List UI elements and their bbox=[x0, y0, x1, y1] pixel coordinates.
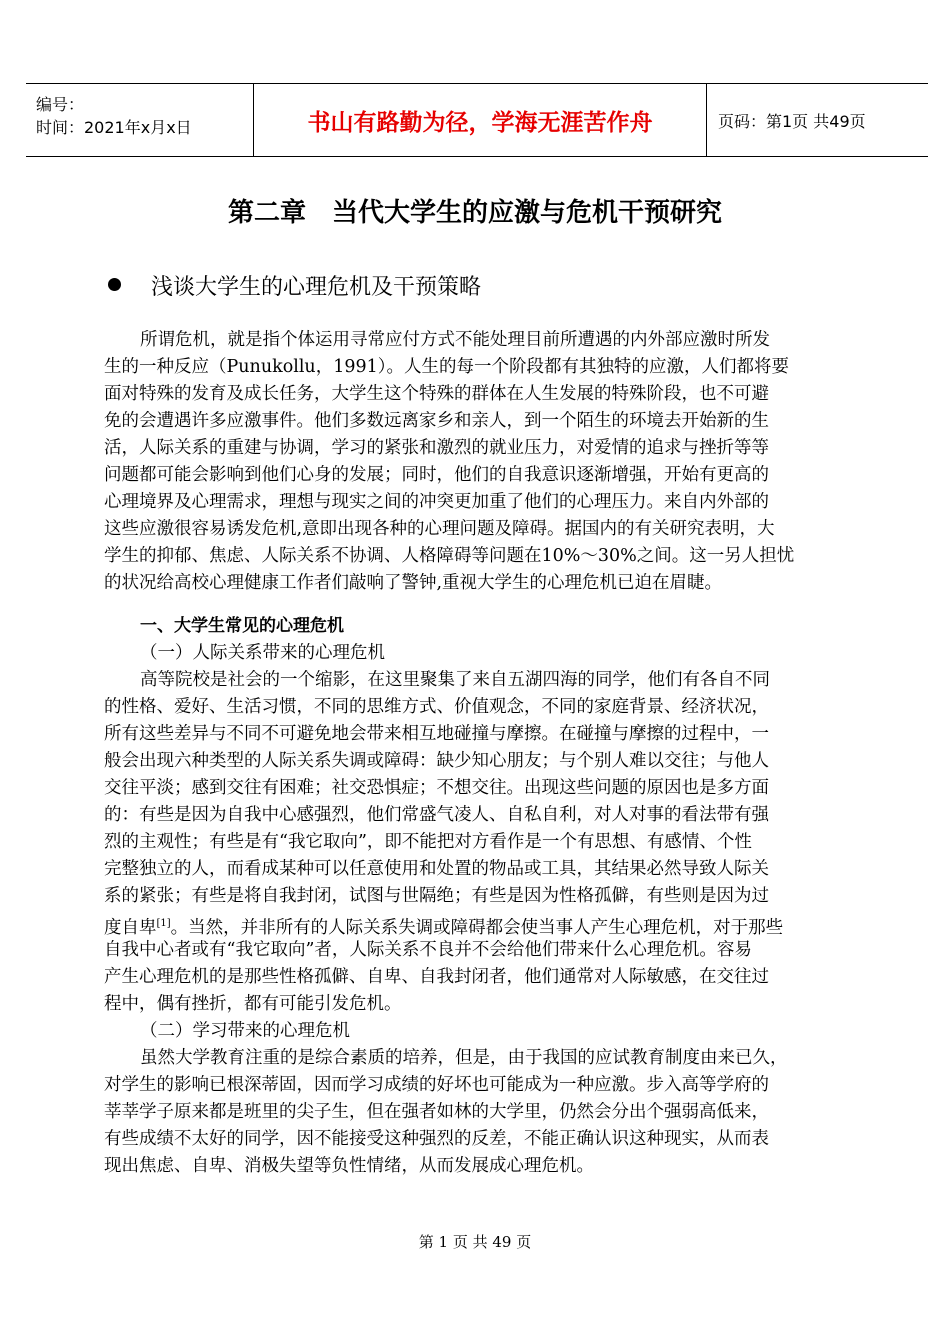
paragraph-line: 现出焦虑、自卑、消极失望等负性情绪，从而发展成心理危机。 bbox=[104, 1156, 594, 1176]
bullet-icon bbox=[108, 278, 121, 291]
paragraph-line: 程中，偶有挫折，都有可能引发危机。 bbox=[104, 994, 402, 1014]
line-text: 度自卑 bbox=[104, 918, 157, 938]
paragraph-line: 对学生的影响已根深蒂固，因而学习成绩的好坏也可能成为一种应激。步入高等学府的 bbox=[104, 1075, 769, 1095]
paragraph-line: 这些应激很容易诱发危机,意即出现各种的心理问题及障碍。据国内的有关研究表明，大 bbox=[104, 519, 775, 539]
paragraph-line: 有些成绩不太好的同学，因不能接受这种强烈的反差，不能正确认识这种现实，从而表 bbox=[104, 1129, 769, 1149]
paragraph-line: 学生的抑郁、焦虑、人际关系不协调、人格障碍等问题在10%～30%之间。这一另人担忧 bbox=[104, 546, 795, 566]
paragraph-line: 高等院校是社会的一个缩影，在这里聚集了来自五湖四海的同学，他们有各自不同 bbox=[140, 670, 770, 690]
paragraph-line: 系的紧张；有些是将自我封闭，试图与世隔绝；有些是因为性格孤僻，有些则是因为过 bbox=[104, 886, 769, 906]
time-label: 时间：2021年x月x日 bbox=[36, 118, 192, 137]
paragraph-line: 所有这些差异与不同不可避免地会带来相互地碰撞与摩擦。在碰撞与摩擦的过程中，一 bbox=[104, 724, 769, 744]
paragraph-line: 生的一种反应（Punukollu，1991）。人生的每一个阶段都有其独特的应激，人们都将要 bbox=[104, 357, 789, 377]
paragraph-line: 面对特殊的发育及成长任务，大学生这个特殊的群体在人生发展的特殊阶段，也不可避 bbox=[104, 384, 769, 404]
paragraph-line: 完整独立的人，而看成某种可以任意使用和处置的物品或工具，其结果必然导致人际关 bbox=[104, 859, 769, 879]
paragraph-line: 烈的主观性；有些是有“我它取向”，即不能把对方看作是一个有思想、有感情、个性 bbox=[104, 832, 752, 852]
line-text: 。当然，并非所有的人际关系失调或障碍都会使当事人产生心理危机，对于那些 bbox=[170, 918, 784, 938]
subheading-1-1: （一）人际关系带来的心理危机 bbox=[140, 643, 385, 663]
paragraph-line: 虽然大学教育注重的是综合素质的培养，但是，由于我国的应试教育制度由来已久， bbox=[140, 1048, 788, 1068]
citation-ref[interactable]: [1] bbox=[156, 918, 171, 929]
paragraph-line: 产生心理危机的是那些性格孤僻、自卑、自我封闭者，他们通常对人际敏感，在交往过 bbox=[104, 967, 769, 987]
paragraph-line: 的：有些是因为自我中心感强烈，他们常盛气凌人、自私自利，对人对事的看法带有强 bbox=[104, 805, 769, 825]
header-page-cell bbox=[706, 84, 928, 156]
paragraph-line: 活，人际关系的重建与协调，学习的紧张和激烈的就业压力，对爱情的追求与挫折等等 bbox=[104, 438, 769, 458]
header-motto-cell bbox=[253, 84, 707, 156]
subheading-1-2: （二）学习带来的心理危机 bbox=[140, 1021, 350, 1041]
page-info: 页码：第1页 共49页 bbox=[718, 111, 866, 131]
paragraph-line: 免的会遭遇许多应激事件。他们多数远离家乡和亲人，到一个陌生的环境去开始新的生 bbox=[104, 411, 769, 431]
section-heading bbox=[108, 270, 481, 301]
paragraph-line: 的状况给高校心理健康工作者们敲响了警钟,重视大学生的心理危机已迫在眉睫。 bbox=[104, 573, 723, 593]
header-meta-cell bbox=[26, 84, 253, 156]
paragraph-line: 自我中心者或有“我它取向”者，人际关系不良并不会给他们带来什么心理危机。容易 bbox=[104, 940, 752, 960]
paragraph-line: 问题都可能会影响到他们心身的发展；同时，他们的自我意识逐渐增强，开始有更高的 bbox=[104, 465, 769, 485]
chapter-title: 第二章 当代大学生的应激与危机干预研究 bbox=[227, 198, 722, 228]
paragraph-line: 般会出现六种类型的人际关系失调或障碍：缺少知心朋友；与个别人难以交往；与他人 bbox=[104, 751, 769, 771]
motto-text: 书山有路勤为径，学海无涯苦作舟 bbox=[307, 109, 653, 136]
section-title: 浅谈大学生的心理危机及干预策略 bbox=[151, 275, 482, 300]
paragraph-line: 交往平淡；感到交往有困难；社交恐惧症；不想交往。出现这些问题的原因也是多方面 bbox=[104, 778, 769, 798]
paragraph-line: 所谓危机，就是指个体运用寻常应付方式不能处理目前所遭遇的内外部应激时所发 bbox=[140, 330, 770, 350]
header-table bbox=[26, 83, 928, 157]
paragraph-line: 心理境界及心理需求，理想与现实之间的冲突更加重了他们的心理压力。来自内外部的 bbox=[104, 492, 769, 512]
paragraph-line: 的性格、爱好、生活习惯，不同的思维方式、价值观念，不同的家庭背景、经济状况， bbox=[104, 697, 769, 717]
number-label: 编号： bbox=[36, 95, 85, 114]
paragraph-line: 莘莘学子原来都是班里的尖子生，但在强者如林的大学里，仍然会分出个强弱高低来， bbox=[104, 1102, 769, 1122]
subheading-1: 一、大学生常见的心理危机 bbox=[140, 616, 344, 636]
page-footer: 第 1 页 共 49 页 bbox=[418, 1233, 532, 1251]
